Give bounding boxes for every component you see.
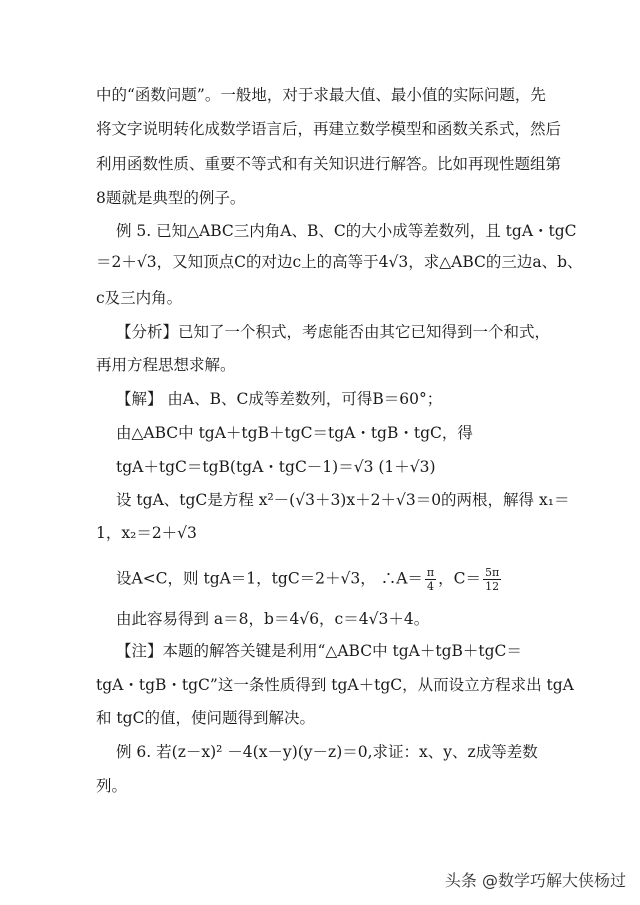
text-line-4: 8题就是典型的例子。: [96, 189, 246, 207]
solution-line-1: 【解】 由A、B、C成等差数列，可得B＝60°；: [116, 390, 443, 408]
note-line-3: 和 tgC的值，使问题得到解决。: [96, 709, 315, 727]
solution-line-6-part-a: 设A<C，则 tgA＝1，tgC＝2＋√3， ∴A＝: [116, 569, 423, 588]
analysis-line-2: 再用方程思想求解。: [96, 356, 236, 374]
example-6-line-2: 列。: [96, 777, 128, 795]
solution-line-6-part-b: ，C＝: [438, 569, 482, 588]
example-5-line-1: 例 5. 已知△ABC三内角A、B、C的大小成等差数列，且 tgA・tgC: [116, 222, 577, 240]
solution-line-6: [116, 566, 503, 593]
analysis-line-1: 【分析】已知了一个积式，考虑能否由其它已知得到一个和式，: [116, 323, 551, 341]
text-line-1: 中的“函数问题”。一般地，对于求最大值、最小值的实际问题，先: [96, 86, 546, 104]
fraction-5pi-over-12: $\frac{5\pi}{12}$: [485, 566, 500, 593]
example-6-line-1: 例 6. 若(z－x)² －4(x－y)(y－z)＝0,求证：x、y、z成等差数: [116, 743, 538, 761]
solution-line-2: 由△ABC中 tgA＋tgB＋tgC＝tgA・tgB・tgC，得: [116, 424, 473, 442]
solution-line-3: tgA＋tgC＝tgB(tgA・tgC－1)＝√3 (1＋√3): [116, 458, 436, 476]
text-line-3: 利用函数性质、重要不等式和有关知识进行解答。比如再现性题组第: [96, 155, 562, 173]
watermark: 头条 @数学巧解大侠杨过: [444, 871, 626, 890]
solution-line-4: 设 tgA、tgC是方程 x²－(√3＋3)x＋2＋√3＝0的两根，解得 x₁＝: [116, 491, 570, 509]
example-5-line-3: c及三内角。: [96, 289, 183, 307]
note-line-1: 【注】本题的解答关键是利用“△ABC中 tgA＋tgB＋tgC＝: [116, 642, 522, 660]
example-5-line-2: ＝2＋√3，又知顶点C的对边c上的高等于4√3，求△ABC的三边a、b、: [96, 253, 583, 271]
fraction-pi-over-4: $\frac{\pi}{4}$: [426, 566, 435, 593]
note-line-2: tgA・tgB・tgC”这一条性质得到 tgA＋tgC，从而设立方程求出 tgA: [96, 676, 574, 694]
solution-line-7: 由此容易得到 a＝8，b＝4√6，c＝4√3＋4。: [116, 610, 430, 628]
text-line-2: 将文字说明转化成数学语言后，再建立数学模型和函数关系式，然后: [96, 120, 562, 138]
solution-line-5: 1，x₂＝2＋√3: [96, 524, 197, 542]
